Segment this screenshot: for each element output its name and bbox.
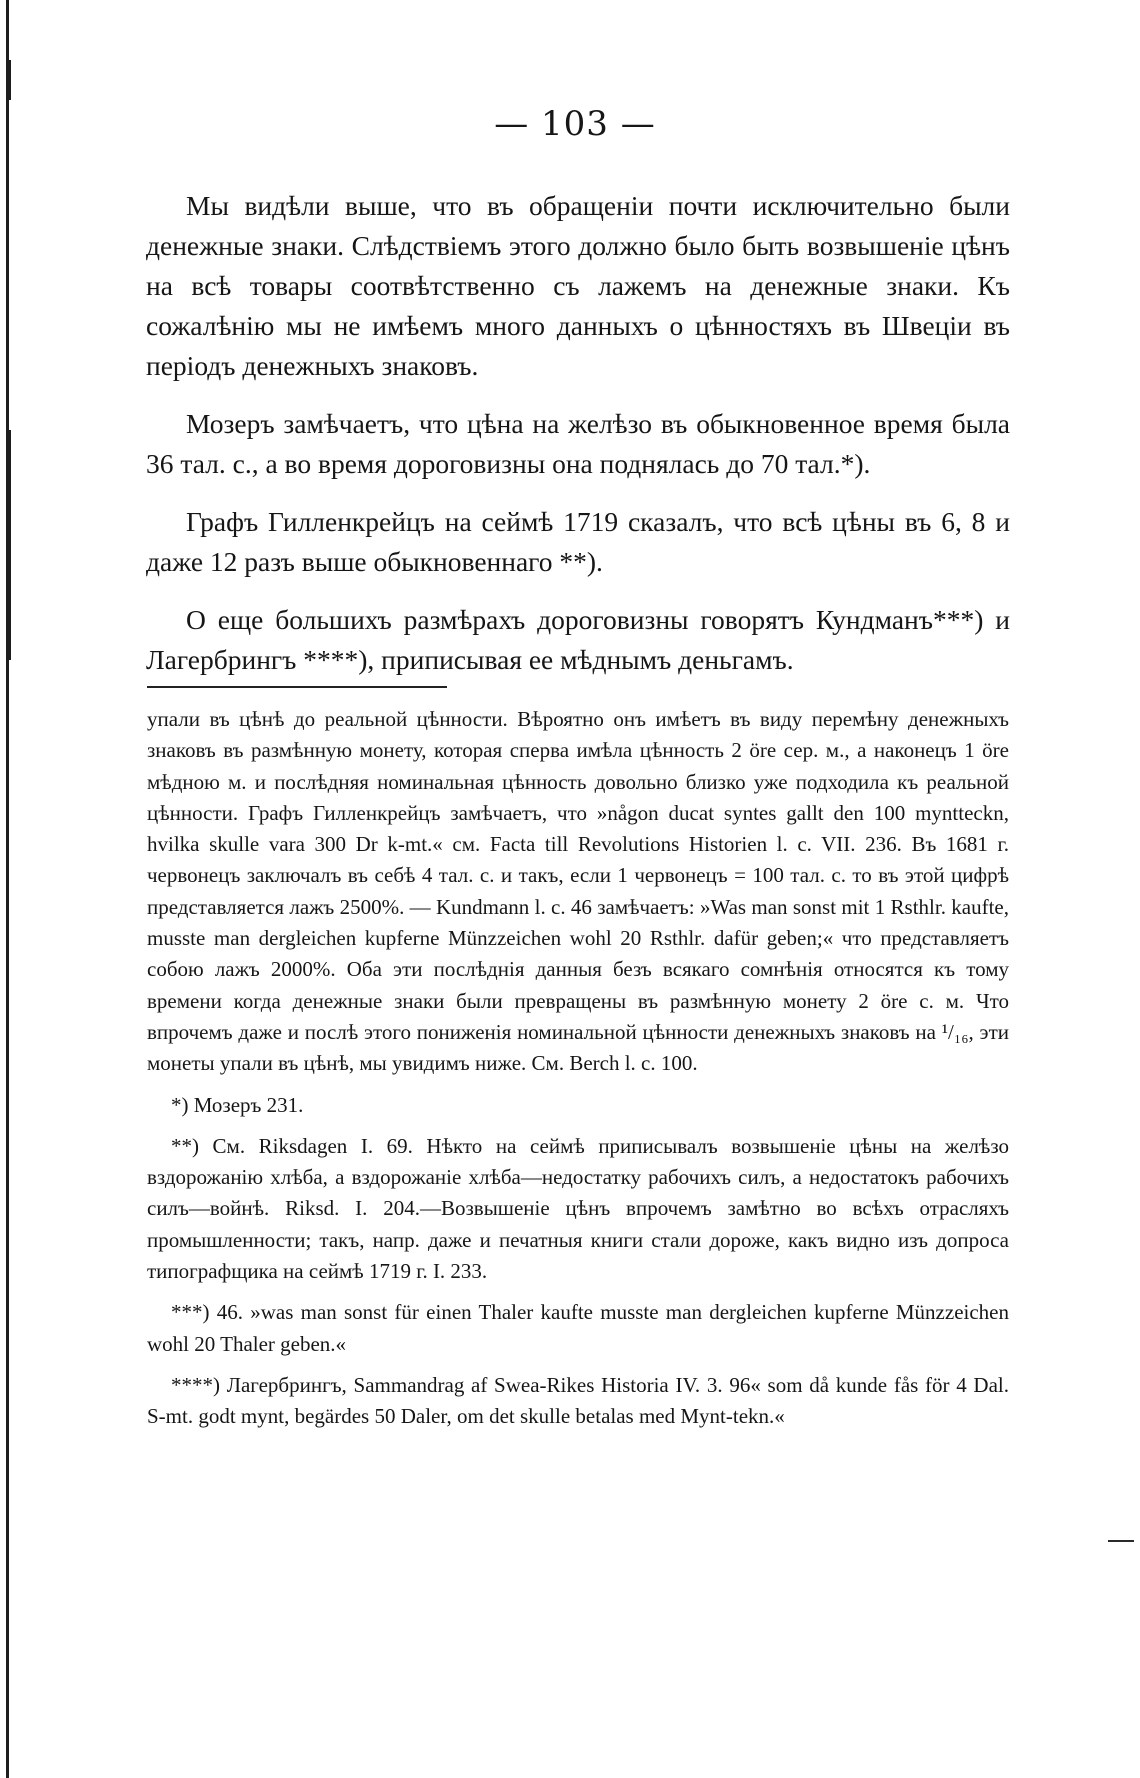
paragraph: О еще большихъ размѣрахъ дороговизны говорятъ Кундманъ***) и Лагербрингъ ****), приписывая ее мѣднымъ деньгамъ. bbox=[146, 604, 1010, 675]
footnote: ****) Лагербрингъ, Sammandrag af Swea-Rikes Historia IV. 3. 96« som då kunde fås för 4 Dal. S-mt. godt mynt, begärdes 50 Daler, om det skulle betalas med Mynt-tekn.« bbox=[147, 1372, 1009, 1429]
footnotes bbox=[147, 704, 1009, 1443]
page-number: — 103 — bbox=[494, 104, 656, 144]
paragraph: Мы видѣли выше, что въ обращеніи почти исключительно были денежные знаки. Слѣдствіемъ этого должно было быть возвышеніе цѣнъ на всѣ товары соотвѣтственно съ лажемъ на денежные знаки. Къ сожалѣнію мы не имѣемъ много данныхъ о цѣнностяхъ въ Швеціи въ періодъ денежныхъ знаковъ. bbox=[146, 190, 1010, 381]
scan-edge-mark bbox=[1108, 1540, 1134, 1542]
scan-edge-mark bbox=[8, 430, 11, 660]
footnote-separator bbox=[147, 686, 447, 688]
footnote: **) См. Riksdagen I. 69. Нѣкто на сеймѣ приписывалъ возвышеніе цѣны на желѣзо вздорожанію хлѣба, а вздорожаніе хлѣба—недостатку рабочихъ силъ, а недостатокъ рабочихъ силъ—войнѣ. Riksd. I. 204.—Возвышеніе цѣнъ впрочемъ замѣтно во всѣхъ отрасляхъ промышленности; такъ, напр. даже и печатныя книги стали дороже, какъ видно изъ допроса типографщика на сеймѣ 1719 г. I. 233. bbox=[147, 1133, 1009, 1284]
footnote-continuation: упали въ цѣнѣ до реальной цѣнности. Вѣроятно онъ имѣетъ въ виду перемѣну денежныхъ знаковъ въ размѣнную монету, которая сперва имѣла цѣнность 2 öre сер. м., а наконецъ 1 öre мѣдною м. и послѣдняя номинальная цѣнность довольно близко уже подходила къ реальной цѣнности. Графъ Гилленкрейцъ замѣчаетъ, что »någon ducat syntes gallt den 100 myntteckn, hvilka skulle vara 300 Dr k-mt.« см. Facta till Revolutions Historien l. c. VII. 236. Въ 1681 г. червонецъ заключалъ въ себѣ 4 тал. с. и такъ, если 1 червонецъ = 100 тал. с. то въ этой цифрѣ представляется лажъ 2500%. — Kundmann l. c. 46 замѣчаетъ: »Was man sonst mit 1 Rsthlr. kaufte, musste man dergleichen kupferne Münzzeichen wohl 20 Rsthlr. dafür geben;« что представляетъ собою лажъ 2000%. Оба эти послѣднія данныя безъ всякаго сомнѣнія относятся къ тому времени когда денежные знаки были превращены въ размѣнную монету 2 öre с. м. Что впрочемъ даже и послѣ этого пониженія номинальной цѣнности денежныхъ знаковъ на ¹/₁₆, эти монеты упали въ цѣнѣ, мы увидимъ ниже. См. Berch l. c. 100. bbox=[147, 707, 1009, 1076]
scan-edge-mark bbox=[8, 60, 11, 100]
scan-edge-left bbox=[6, 0, 9, 1778]
footnote: *) Мозеръ 231. bbox=[171, 1092, 304, 1117]
paragraph: Графъ Гилленкрейцъ на сеймѣ 1719 сказалъ, что всѣ цѣны въ 6, 8 и даже 12 разъ выше обыкновеннаго **). bbox=[146, 506, 1010, 577]
footnote: ***) 46. »was man sonst für einen Thaler kaufte musste man dergleichen kupferne Münzzeichen wohl 20 Thaler geben.« bbox=[147, 1300, 1009, 1356]
paragraph: Мозеръ замѣчаетъ, что цѣна на желѣзо въ обыкновенное время была 36 тал. с., а во время дороговизны она поднялась до 70 тал.*). bbox=[146, 408, 1010, 479]
main-text bbox=[146, 186, 1010, 698]
